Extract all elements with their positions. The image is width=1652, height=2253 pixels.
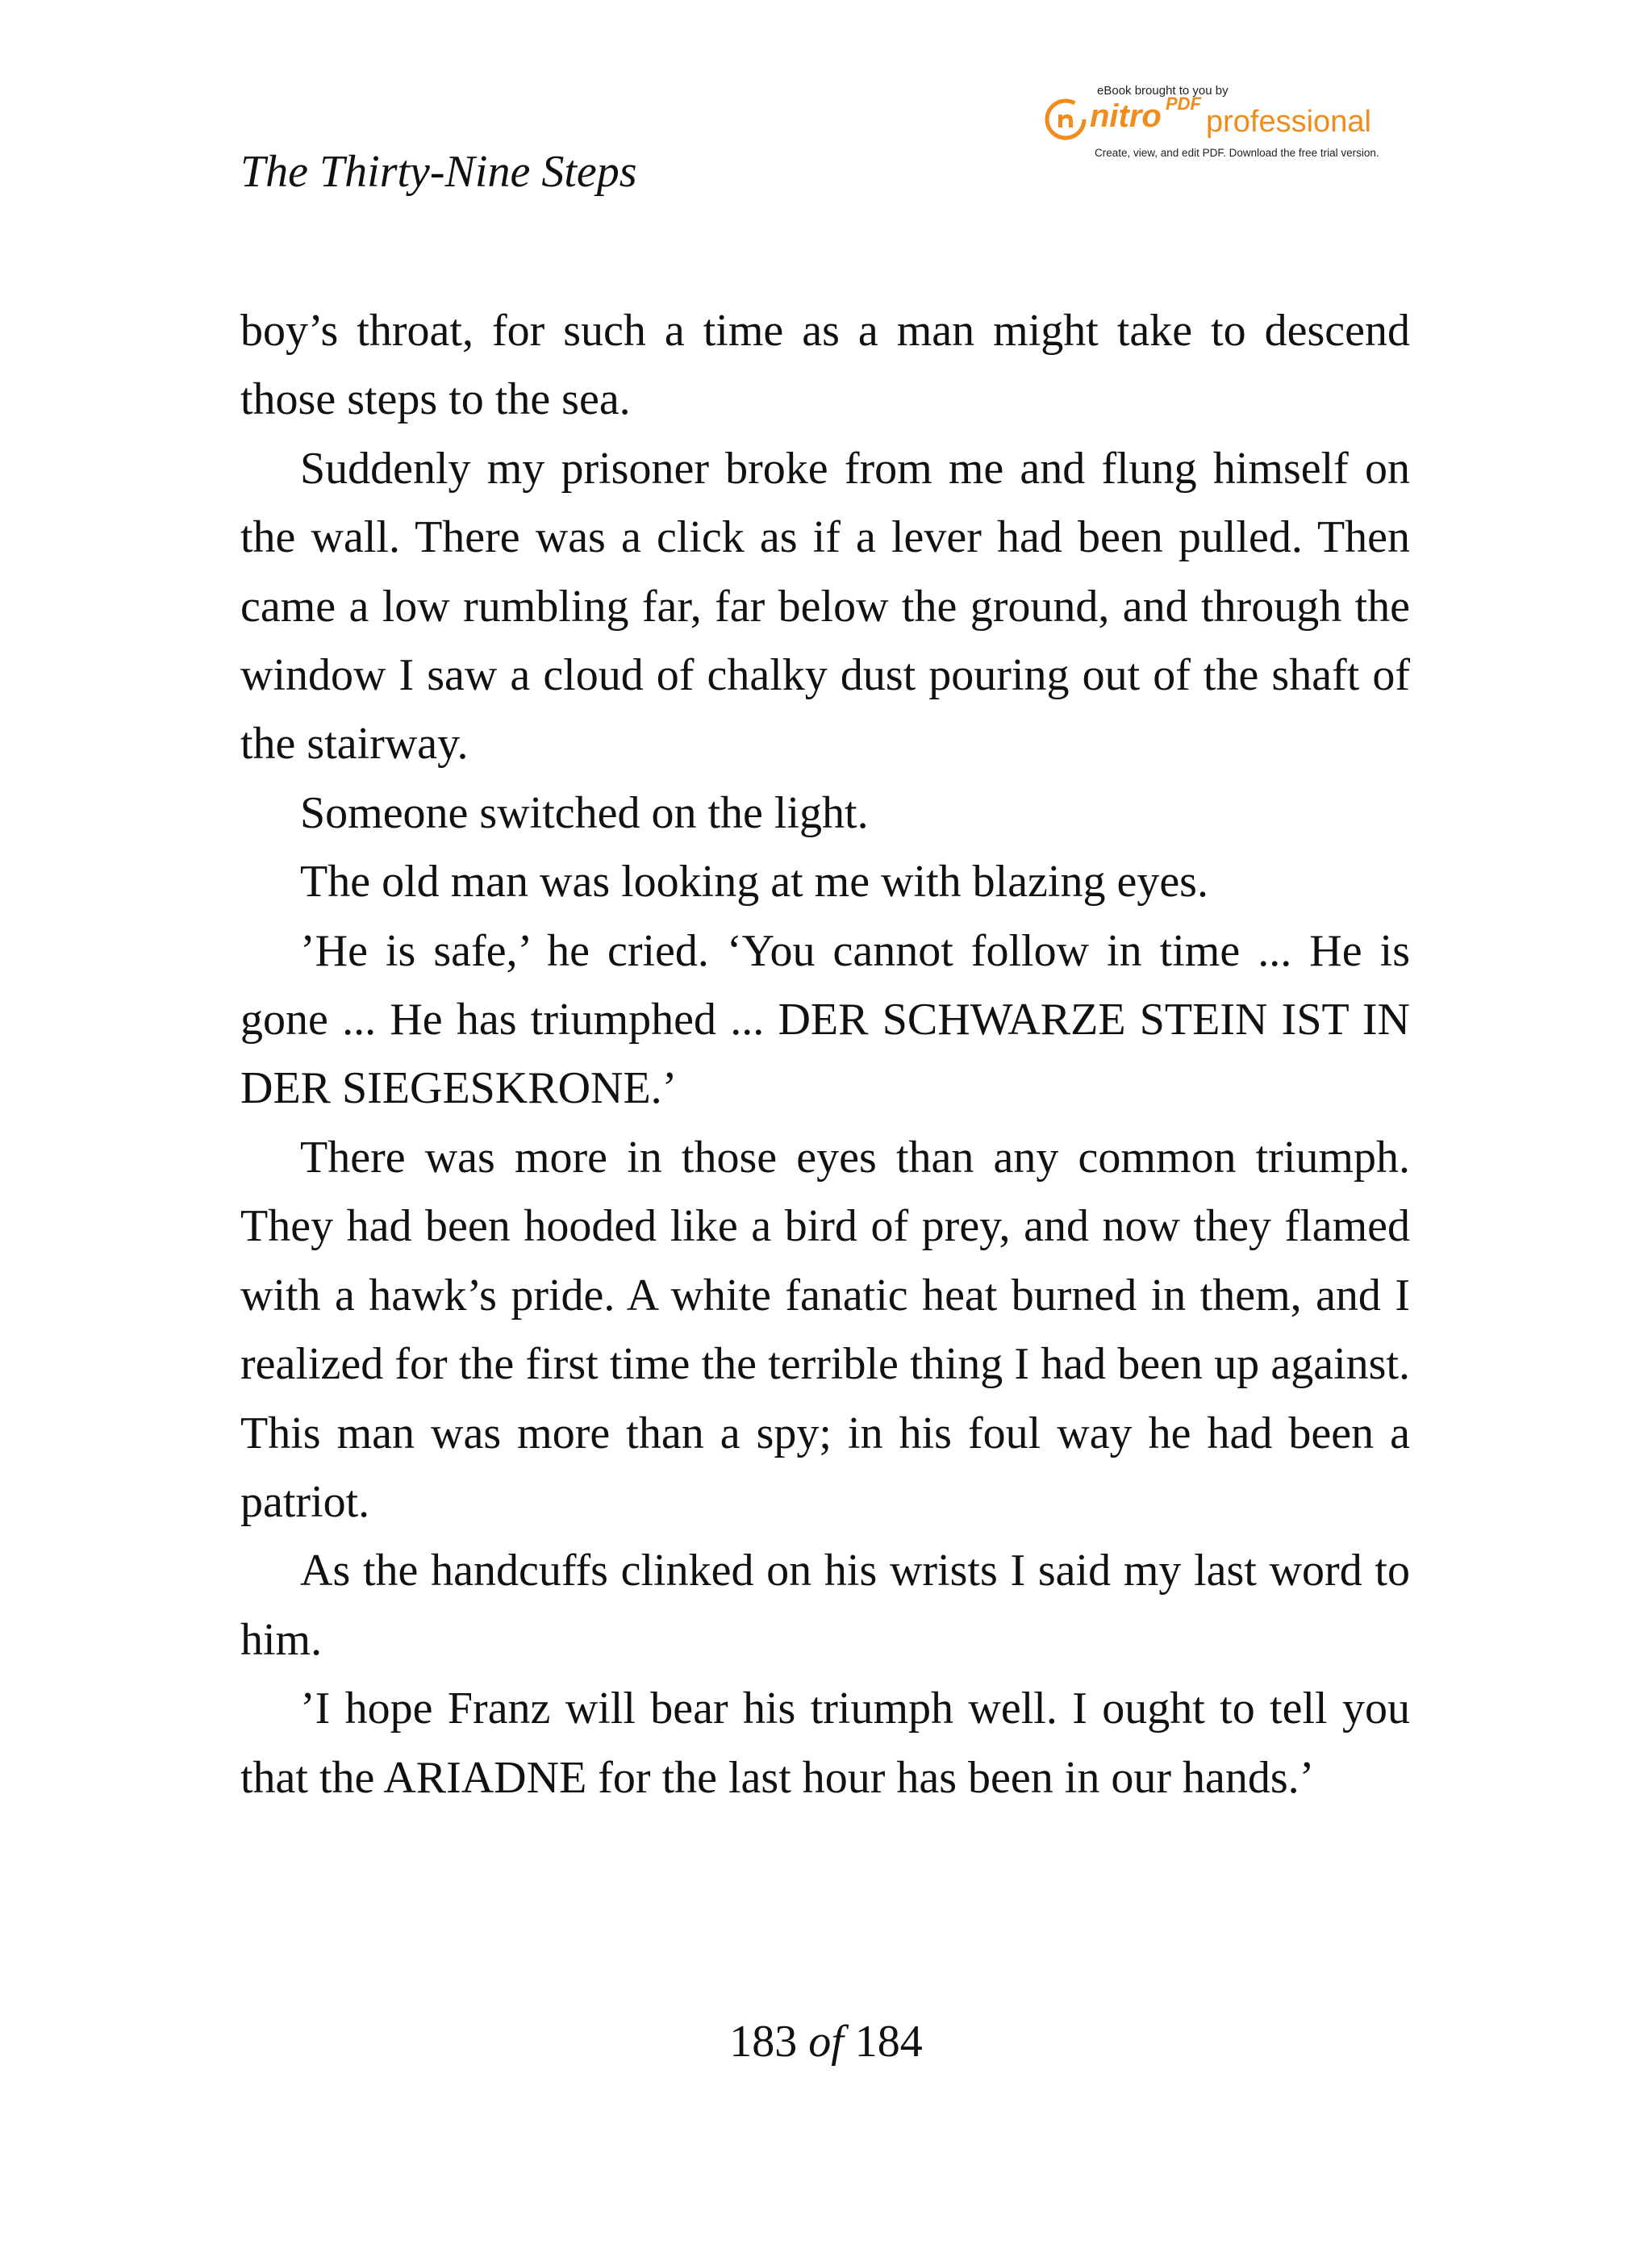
banner-tagline: Create, view, and edit PDF. Download the free trial version. [1095, 147, 1379, 159]
total-page-count: 184 [854, 2017, 923, 2067]
paragraph: Someone switched on the light. [300, 787, 869, 838]
paragraph: ’He is safe,’ he cried. ‘You cannot follow in time ... He is gone ... He has triumphed ... DER SCHWARZE STEIN IST IN DER SIEGESKRONE.’ [240, 925, 1410, 1114]
book-title: The Thirty-Nine Steps [240, 147, 637, 197]
nitro-logo-icon [1045, 98, 1087, 140]
banner-top-line: eBook brought to you by [1097, 84, 1229, 98]
paragraph: ’I hope Franz will bear his triumph well. I ought to tell you that the ARIADNE for the last hour has been in our hands.’ [240, 1683, 1410, 1803]
paragraph: As the handcuffs clinked on his wrists I said my last word to him. [240, 1546, 1410, 1665]
page-body [240, 297, 1410, 1813]
nitro-pdf-banner[interactable] [1045, 84, 1416, 173]
banner-brand: nitro [1090, 98, 1162, 134]
banner-edition: professional [1206, 105, 1371, 139]
page-number [0, 2015, 1652, 2069]
paragraph: The old man was looking at me with blazing eyes. [300, 857, 1208, 907]
current-page-number: 183 [729, 2017, 798, 2067]
page-of-word: of [808, 2017, 844, 2067]
paragraph: There was more in those eyes than any common triumph. They had been hooded like a bird of prey, and now they flamed with a hawk’s pride. A white fanatic heat burned in them, and I realized for the first time the terrible thing I had been up against. This man was more than a spy; in his foul way he had been a patriot. [240, 1132, 1410, 1527]
banner-brand-sup: PDF [1166, 94, 1201, 114]
paragraph: boy’s throat, for such a time as a man might take to descend those steps to the sea. [240, 306, 1410, 425]
paragraph: Suddenly my prisoner broke from me and flung himself on the wall. There was a click as if a lever had been pulled. Then came a low rumbling far, far below the ground, and through the window I saw a cloud of chalky dust pouring out of the shaft of the stairway. [240, 443, 1410, 770]
